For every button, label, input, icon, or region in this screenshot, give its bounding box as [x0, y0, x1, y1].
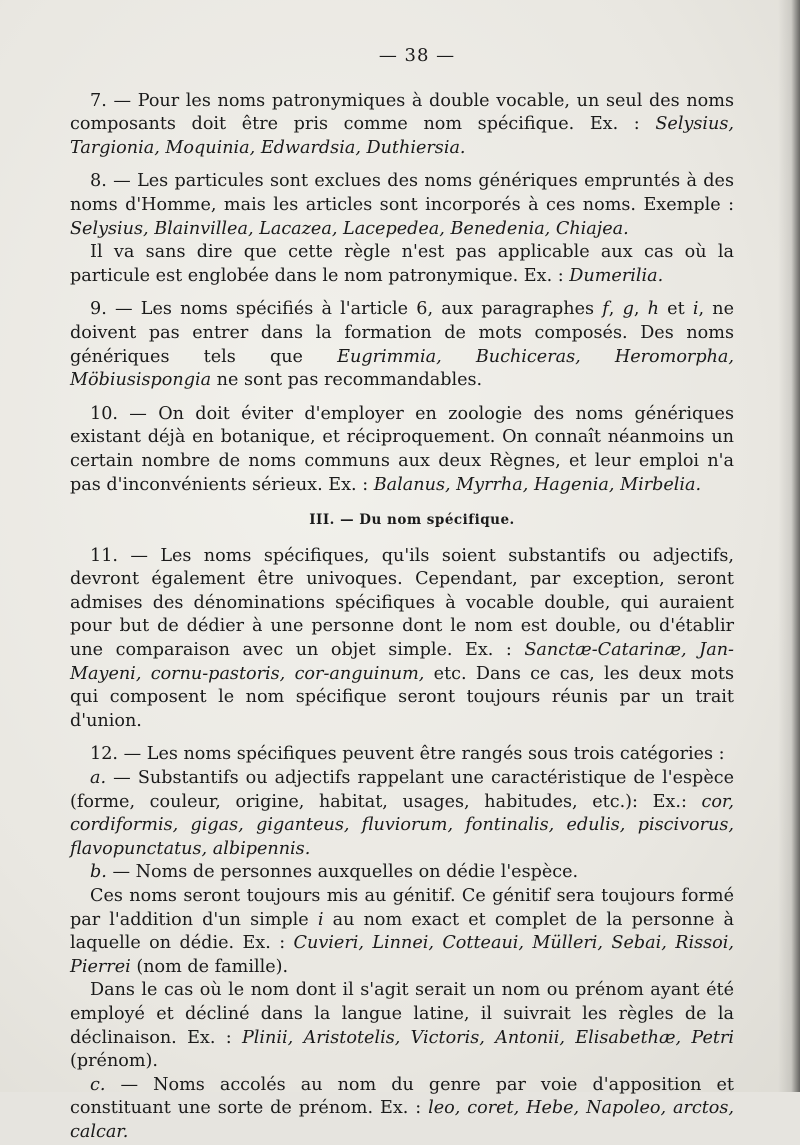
examples-text: Cuvieri, Linnei, Cotteaui, Mülleri, Sebai, Rissoi, Pierrei	[70, 933, 734, 977]
examples-text: Sanctæ-Catarinæ, Jan-Mayeni, cornu-pastoris, cor-anguinum,	[70, 640, 734, 684]
paragraph-7: 7. — Pour les noms patronymiques à double vocable, un seul des noms composants doit être pris comme nom spécifique. Ex. : Selysius, Targionia, Moquinia, Edwardsia, Duthiersia.	[70, 90, 734, 158]
section-heading: III. — Du nom spécifique.	[309, 512, 515, 529]
paragraph-12: 12. — Les noms spécifiques peuvent être rangés sous trois catégories :	[90, 744, 725, 765]
examples-text: cor, cordiformis, gigas, giganteus, fluviorum, fontinalis, edulis, piscivorus, flavopunctatus, albipennis.	[70, 791, 734, 859]
page-number: — 38 —	[378, 45, 456, 66]
examples-text: Plinii, Aristotelis, Victoris, Antonii, Elisabethæ, Petri	[241, 1027, 734, 1048]
paragraph-12b-genitive: Ces noms seront toujours mis au génitif. Ce génitif sera toujours formé par l'addition d'un simple i au nom exact et complet de la personne à laquelle on dédie. Ex. : Cuvieri, Linnei, Cotteaui, Mülleri, Sebai, Rissoi, Pierrei (nom de famille).	[70, 886, 734, 977]
examples-text: Selysius, Targionia, Moquinia, Edwardsia, Duthiersia.	[70, 114, 734, 158]
examples-text: Balanus, Myrrha, Hagenia, Mirbelia.	[373, 474, 702, 495]
paragraph-11: 11. — Les noms spécifiques, qu'ils soient substantifs ou adjectifs, devront également être univoques. Cependant, par exception, seront admises des dénominations spécifiques à vocable double, qui auraient pour but de dédier à une personne dont le nom est double, ou d'établir une comparaison avec un objet simple. Ex. : Sanctæ-Catarinæ, Jan-Mayeni, cornu-pastoris, cor-anguinum, etc. Dans ce cas, les deux mots qui composent le nom spécifique seront toujours réunis par un trait d'union.	[70, 545, 735, 731]
page-edge-shadow	[778, 0, 800, 1092]
examples-text: Eugrimmia, Buchiceras, Heromorpha, Möbiusispongia	[70, 346, 734, 391]
examples-text: Dumerilia.	[569, 265, 664, 286]
document-body	[70, 44, 734, 1145]
paragraph-10: 10. — On doit éviter d'employer en zoologie des noms génériques existant déjà en botanique, et réciproquement. On connaît néanmoins un certain nombre de noms communs aux deux Règnes, et leur emploi n'a pas d'inconvénients sérieux. Ex. : Balanus, Myrrha, Hagenia, Mirbelia.	[70, 403, 734, 495]
paragraph-12b: b. — Noms de personnes auxquelles on dédie l'espèce.	[90, 862, 579, 883]
paragraph-8-note: Il va sans dire que cette règle n'est pas applicable aux cas où la particule est englobée dans le nom patronymique. Ex. : Dumerilia.	[70, 242, 734, 286]
paragraph-12a: a. — Substantifs ou adjectifs rappelant une caractéristique de l'espèce (forme, couleur, origine, habitat, usages, habitudes, etc.): Ex.: cor, cordiformis, gigas, giganteus, fluviorum, fontinalis, edulis, piscivorus, flavopunctatus, albipennis.	[70, 768, 734, 859]
paragraph-8: 8. — Les particules sont exclues des noms génériques empruntés à des noms d'Homme, mais les articles sont incorporés à ces noms. Exemple : Selysius, Blainvillea, Lacazea, Lacepedea, Benedenia, Chiajea.	[70, 171, 734, 239]
paragraph-9: 9. — Les noms spécifiés à l'article 6, aux paragraphes f, g, h et i, ne doivent pas entrer dans la formation de mots composés. Des noms génériques tels que Eugrimmia, Buchiceras, Heromorpha, Möbiusispongia ne sont pas recommandables.	[70, 299, 735, 391]
paragraph-12b-latin: Dans le cas où le nom dont il s'agit serait un nom ou prénom ayant été employé et décliné dans la langue latine, il suivrait les règles de la déclinaison. Ex. : Plinii, Aristotelis, Victoris, Antonii, Elisabethæ, Petri (prénom).	[70, 980, 734, 1072]
examples-text: Selysius, Blainvillea, Lacazea, Lacepedea, Benedenia, Chiajea.	[70, 218, 629, 239]
examples-text: leo, coret, Hebe, Napoleo, arctos, calcar.	[70, 1098, 735, 1142]
paragraph-12c: c. — Noms accolés au nom du genre par voie d'apposition et constituant une sorte de prénom. Ex. : leo, coret, Hebe, Napoleo, arctos, calcar.	[70, 1074, 735, 1142]
